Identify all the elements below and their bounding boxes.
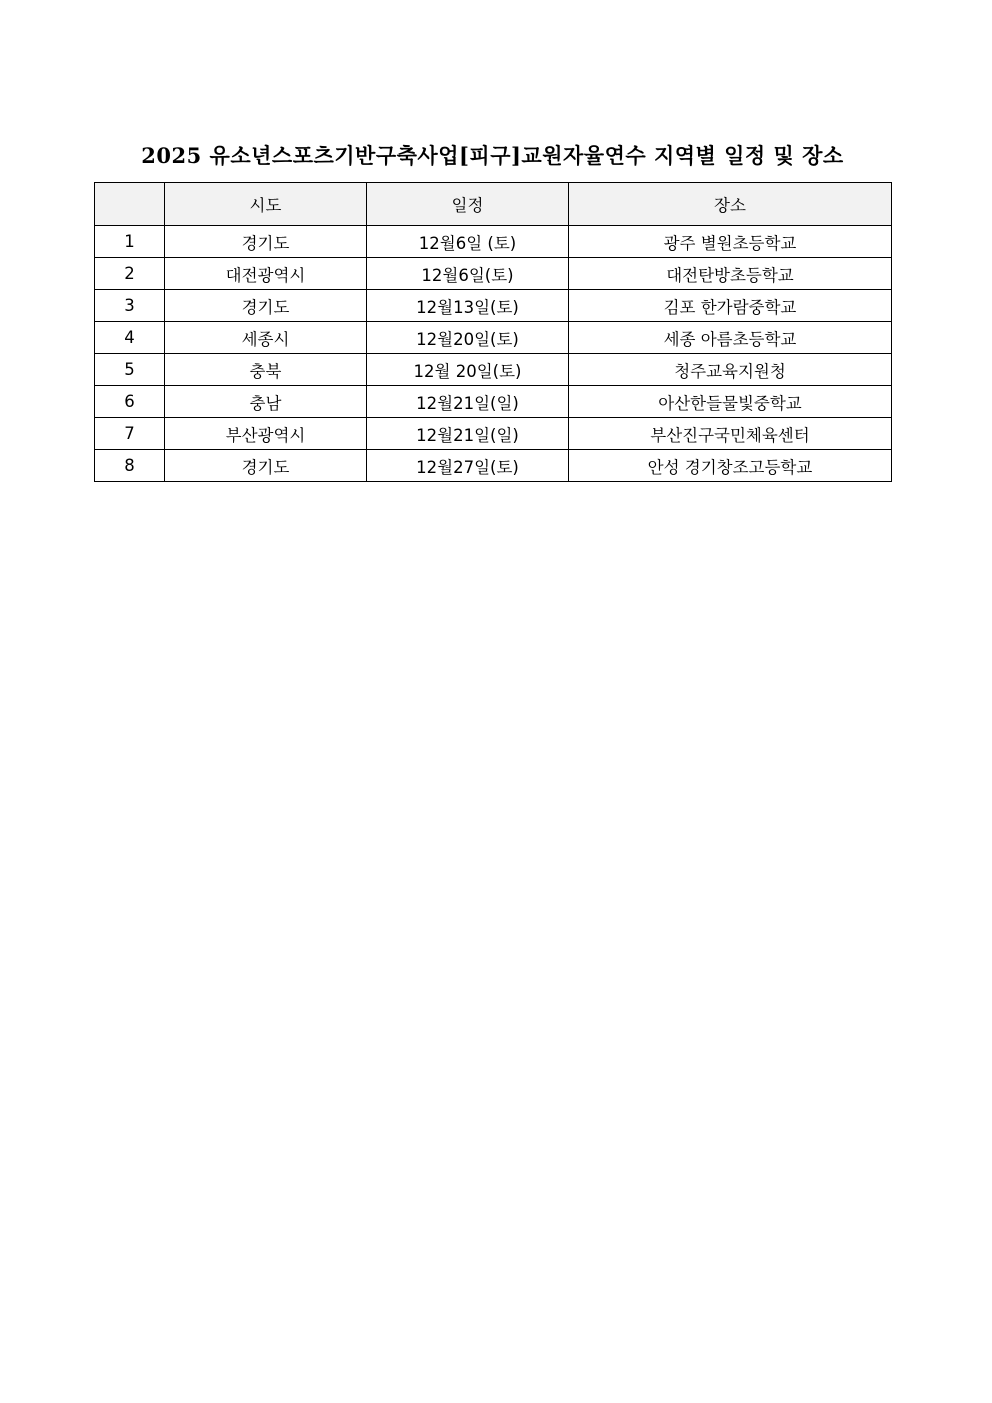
row-place: 광주 별원초등학교 <box>569 226 892 258</box>
row-date: 12월27일(토) <box>367 450 569 482</box>
row-number: 1 <box>95 226 165 258</box>
row-place: 안성 경기창조고등학교 <box>569 450 892 482</box>
table-row <box>95 226 892 258</box>
row-number: 3 <box>95 290 165 322</box>
table-row <box>95 450 892 482</box>
document-title: 2025 유소년스포츠기반구축사업[피구]교원자율연수 지역별 일정 및 장소 <box>141 143 844 168</box>
table-row <box>95 258 892 290</box>
table-row <box>95 386 892 418</box>
row-region: 경기도 <box>165 290 367 322</box>
header-no <box>95 183 165 226</box>
row-region: 부산광역시 <box>165 418 367 450</box>
row-date: 12월13일(토) <box>367 290 569 322</box>
row-date: 12월21일(일) <box>367 386 569 418</box>
row-date: 12월6일(토) <box>367 258 569 290</box>
row-date: 12월20일(토) <box>367 322 569 354</box>
row-region: 충남 <box>165 386 367 418</box>
header-place: 장소 <box>569 183 892 226</box>
row-place: 청주교육지원청 <box>569 354 892 386</box>
row-date: 12월 20일(토) <box>367 354 569 386</box>
row-region: 충북 <box>165 354 367 386</box>
header-region: 시도 <box>165 183 367 226</box>
row-number: 7 <box>95 418 165 450</box>
row-region: 경기도 <box>165 450 367 482</box>
row-date: 12월6일 (토) <box>367 226 569 258</box>
table-row <box>95 322 892 354</box>
row-place: 부산진구국민체육센터 <box>569 418 892 450</box>
table-row <box>95 354 892 386</box>
row-place: 아산한들물빛중학교 <box>569 386 892 418</box>
row-place: 대전탄방초등학교 <box>569 258 892 290</box>
row-number: 5 <box>95 354 165 386</box>
row-number: 2 <box>95 258 165 290</box>
row-region: 세종시 <box>165 322 367 354</box>
row-date: 12월21일(일) <box>367 418 569 450</box>
table-row <box>95 418 892 450</box>
row-place: 세종 아름초등학교 <box>569 322 892 354</box>
row-region: 대전광역시 <box>165 258 367 290</box>
row-number: 8 <box>95 450 165 482</box>
schedule-table <box>94 182 892 482</box>
row-region: 경기도 <box>165 226 367 258</box>
row-number: 4 <box>95 322 165 354</box>
table-row <box>95 290 892 322</box>
row-number: 6 <box>95 386 165 418</box>
table-header-row <box>95 183 892 226</box>
header-date: 일정 <box>367 183 569 226</box>
row-place: 김포 한가람중학교 <box>569 290 892 322</box>
